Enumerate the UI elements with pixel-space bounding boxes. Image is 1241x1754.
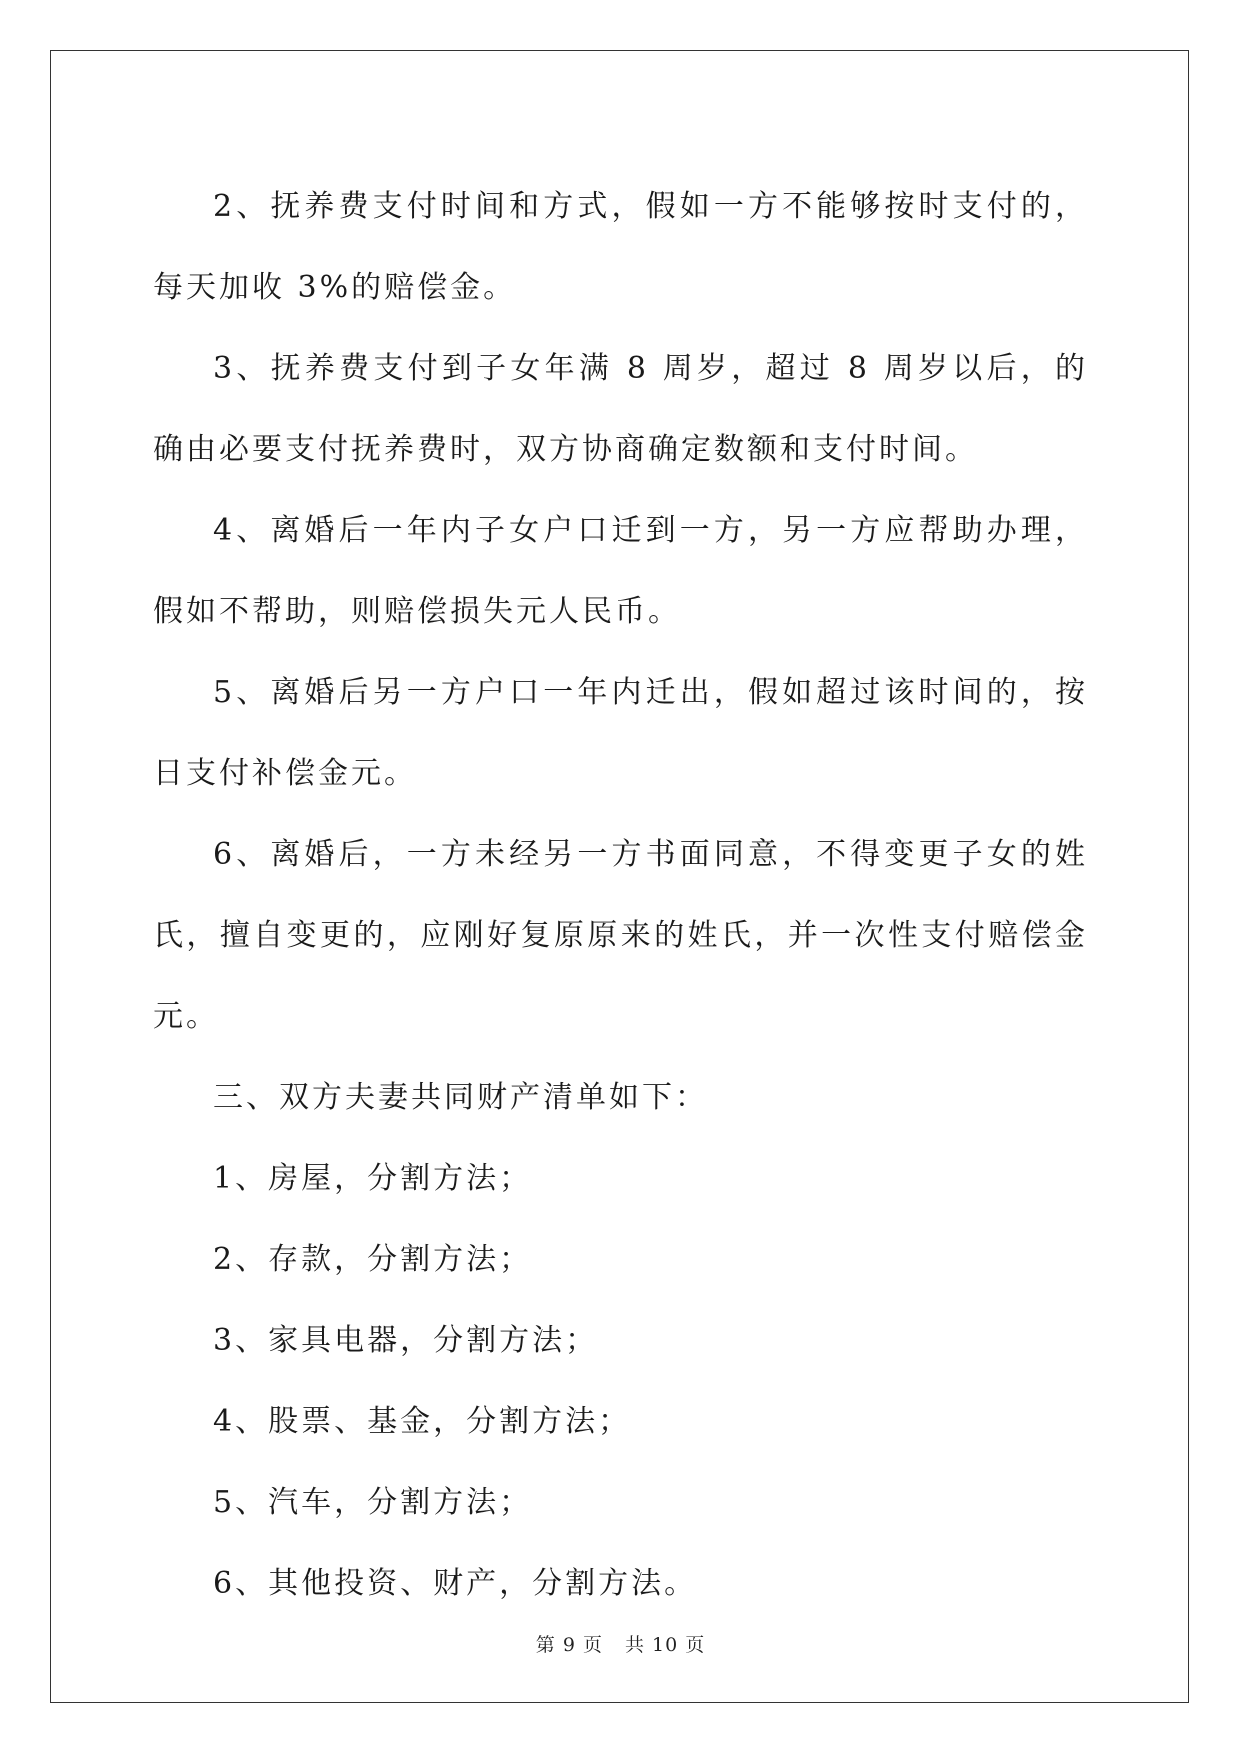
document-body [153,166,1088,1624]
list-item-other-investments: 6、其他投资、财产，分割方法。 [213,1566,698,1601]
list-item-stocks-funds: 4、股票、基金，分割方法； [213,1404,632,1439]
list-item-furniture-appliances: 3、家具电器，分割方法； [213,1323,599,1358]
total-page-count: 共 10 页 [624,1634,706,1656]
paragraph-child-support-payment: 2、抚养费支付时间和方式，假如一方不能够按时支付的，每天加收 3%的赔偿金。 [153,189,1088,305]
current-page-number: 第 9 页 [535,1634,603,1656]
section-heading-property-list: 三、双方夫妻共同财产清单如下： [213,1080,708,1115]
list-item-house: 1、房屋，分割方法； [213,1161,533,1196]
list-item-car: 5、汽车，分割方法； [213,1485,533,1520]
paragraph-child-surname: 6、离婚后，一方未经另一方书面同意，不得变更子女的姓氏，擅自变更的，应刚好复原原来的姓氏，并一次性支付赔偿金元。 [153,837,1088,1034]
page-footer [0,1630,1241,1657]
paragraph-household-registration-child: 4、离婚后一年内子女户口迁到一方，另一方应帮助办理，假如不帮助，则赔偿损失元人民币。 [153,513,1088,629]
list-item-savings: 2、存款，分割方法； [213,1242,533,1277]
paragraph-household-registration-other: 5、离婚后另一方户口一年内迁出，假如超过该时间的，按日支付补偿金元。 [153,675,1088,791]
paragraph-child-support-duration: 3、抚养费支付到子女年满 8 周岁，超过 8 周岁以后，的确由必要支付抚养费时，双方协商确定数额和支付时间。 [153,351,1088,467]
